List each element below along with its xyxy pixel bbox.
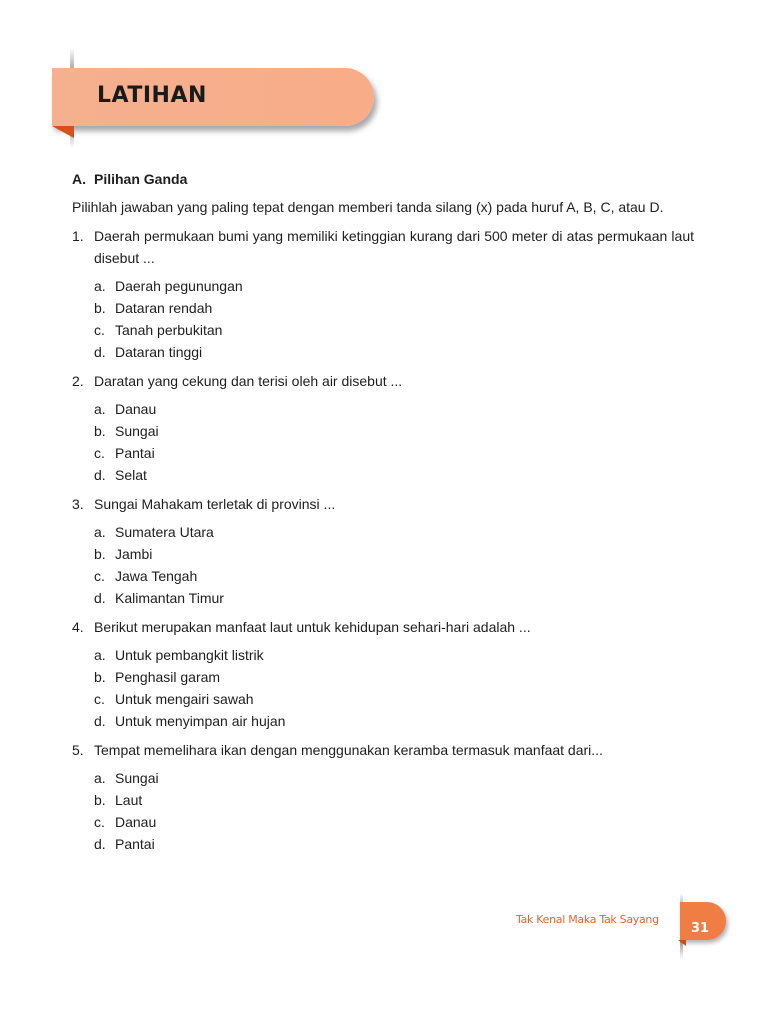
option-item (94, 565, 694, 587)
option-text: Jambi (115, 546, 153, 562)
option-item (94, 666, 694, 688)
option-letter: b. (94, 423, 106, 439)
option-text: Penghasil garam (115, 669, 221, 685)
question-item (72, 225, 694, 363)
option-letter: d. (94, 590, 106, 606)
option-letter: a. (94, 524, 106, 540)
option-letter: d. (94, 713, 106, 729)
option-letter: a. (94, 401, 106, 417)
page-number: 31 (691, 921, 710, 936)
option-letter: c. (94, 445, 105, 461)
option-item (94, 688, 694, 710)
question (72, 739, 694, 761)
question (72, 616, 694, 638)
section-heading (72, 168, 694, 190)
question (72, 370, 694, 392)
option-letter: d. (94, 467, 106, 483)
option-text: Kalimantan Timur (115, 590, 224, 606)
option-letter: d. (94, 836, 106, 852)
option-text: Tanah perbukitan (115, 322, 223, 338)
banner-fold (52, 126, 74, 138)
option-text: Pantai (115, 445, 155, 461)
option-item (94, 341, 694, 363)
header-banner (52, 48, 382, 158)
option-item (94, 521, 694, 543)
option-item (94, 789, 694, 811)
option-text: Jawa Tengah (115, 568, 198, 584)
option-item (94, 833, 694, 855)
option-text: Danau (115, 401, 157, 417)
option-item (94, 275, 694, 297)
question-text: Daerah permukaan bumi yang memiliki ketinggian kurang dari 500 meter di atas permukaan laut disebut ... (94, 228, 694, 266)
option-letter: b. (94, 669, 106, 685)
option-text: Selat (115, 467, 147, 483)
question (72, 225, 694, 269)
option-list (94, 275, 694, 363)
option-text: Untuk mengairi sawah (115, 691, 254, 707)
option-item (94, 297, 694, 319)
question-item (72, 616, 694, 732)
question-number: 3. (72, 496, 84, 512)
option-item (94, 644, 694, 666)
footer-book-title: Tak Kenal Maka Tak Sayang (516, 913, 659, 926)
option-list (94, 521, 694, 609)
option-text: Laut (115, 792, 143, 808)
option-letter: a. (94, 278, 106, 294)
question-item (72, 493, 694, 609)
option-item (94, 811, 694, 833)
option-letter: a. (94, 770, 106, 786)
option-letter: c. (94, 322, 105, 338)
section-title: Pilihan Ganda (94, 171, 188, 187)
question-text: Sungai Mahakam terletak di provinsi ... (94, 496, 336, 512)
section-letter: A. (72, 171, 86, 187)
option-letter: c. (94, 568, 105, 584)
option-item (94, 420, 694, 442)
option-letter: a. (94, 647, 106, 663)
option-item (94, 442, 694, 464)
option-letter: b. (94, 546, 106, 562)
page-title: LATIHAN (97, 83, 207, 108)
option-item (94, 319, 694, 341)
option-list (94, 398, 694, 486)
option-list (94, 767, 694, 855)
option-letter: b. (94, 300, 106, 316)
question-text: Berikut merupakan manfaat laut untuk kehidupan sehari-hari adalah ... (94, 619, 531, 635)
question-number: 1. (72, 228, 84, 244)
option-text: Untuk menyimpan air hujan (115, 713, 286, 729)
option-text: Danau (115, 814, 157, 830)
question-list (72, 225, 694, 855)
option-letter: c. (94, 814, 105, 830)
option-text: Dataran tinggi (115, 344, 203, 360)
exercise-content (72, 168, 694, 855)
option-item (94, 464, 694, 486)
question-text: Tempat memelihara ikan dengan menggunakan keramba termasuk manfaat dari... (94, 742, 603, 758)
option-text: Pantai (115, 836, 155, 852)
page-number-tab (678, 893, 730, 959)
page-tab-fold (678, 940, 686, 946)
question-number: 2. (72, 373, 84, 389)
option-text: Untuk pembangkit listrik (115, 647, 264, 663)
option-list (94, 644, 694, 732)
question-text: Daratan yang cekung dan terisi oleh air disebut ... (94, 373, 403, 389)
option-item (94, 587, 694, 609)
option-text: Sungai (115, 423, 159, 439)
banner-ribbon (52, 68, 374, 126)
option-text: Sumatera Utara (115, 524, 214, 540)
question-number: 4. (72, 619, 84, 635)
option-letter: b. (94, 792, 106, 808)
option-letter: d. (94, 344, 106, 360)
question-number: 5. (72, 742, 84, 758)
option-text: Dataran rendah (115, 300, 213, 316)
question-item (72, 739, 694, 855)
question (72, 493, 694, 515)
option-item (94, 543, 694, 565)
option-letter: c. (94, 691, 105, 707)
option-text: Sungai (115, 770, 159, 786)
option-item (94, 398, 694, 420)
instruction-text: Pilihlah jawaban yang paling tepat dengan memberi tanda silang (x) pada huruf A, B, C, atau D. (72, 199, 664, 215)
question-item (72, 370, 694, 486)
option-item (94, 767, 694, 789)
option-text: Daerah pegunungan (115, 278, 243, 294)
option-item (94, 710, 694, 732)
page-tab-ribbon (680, 902, 726, 940)
